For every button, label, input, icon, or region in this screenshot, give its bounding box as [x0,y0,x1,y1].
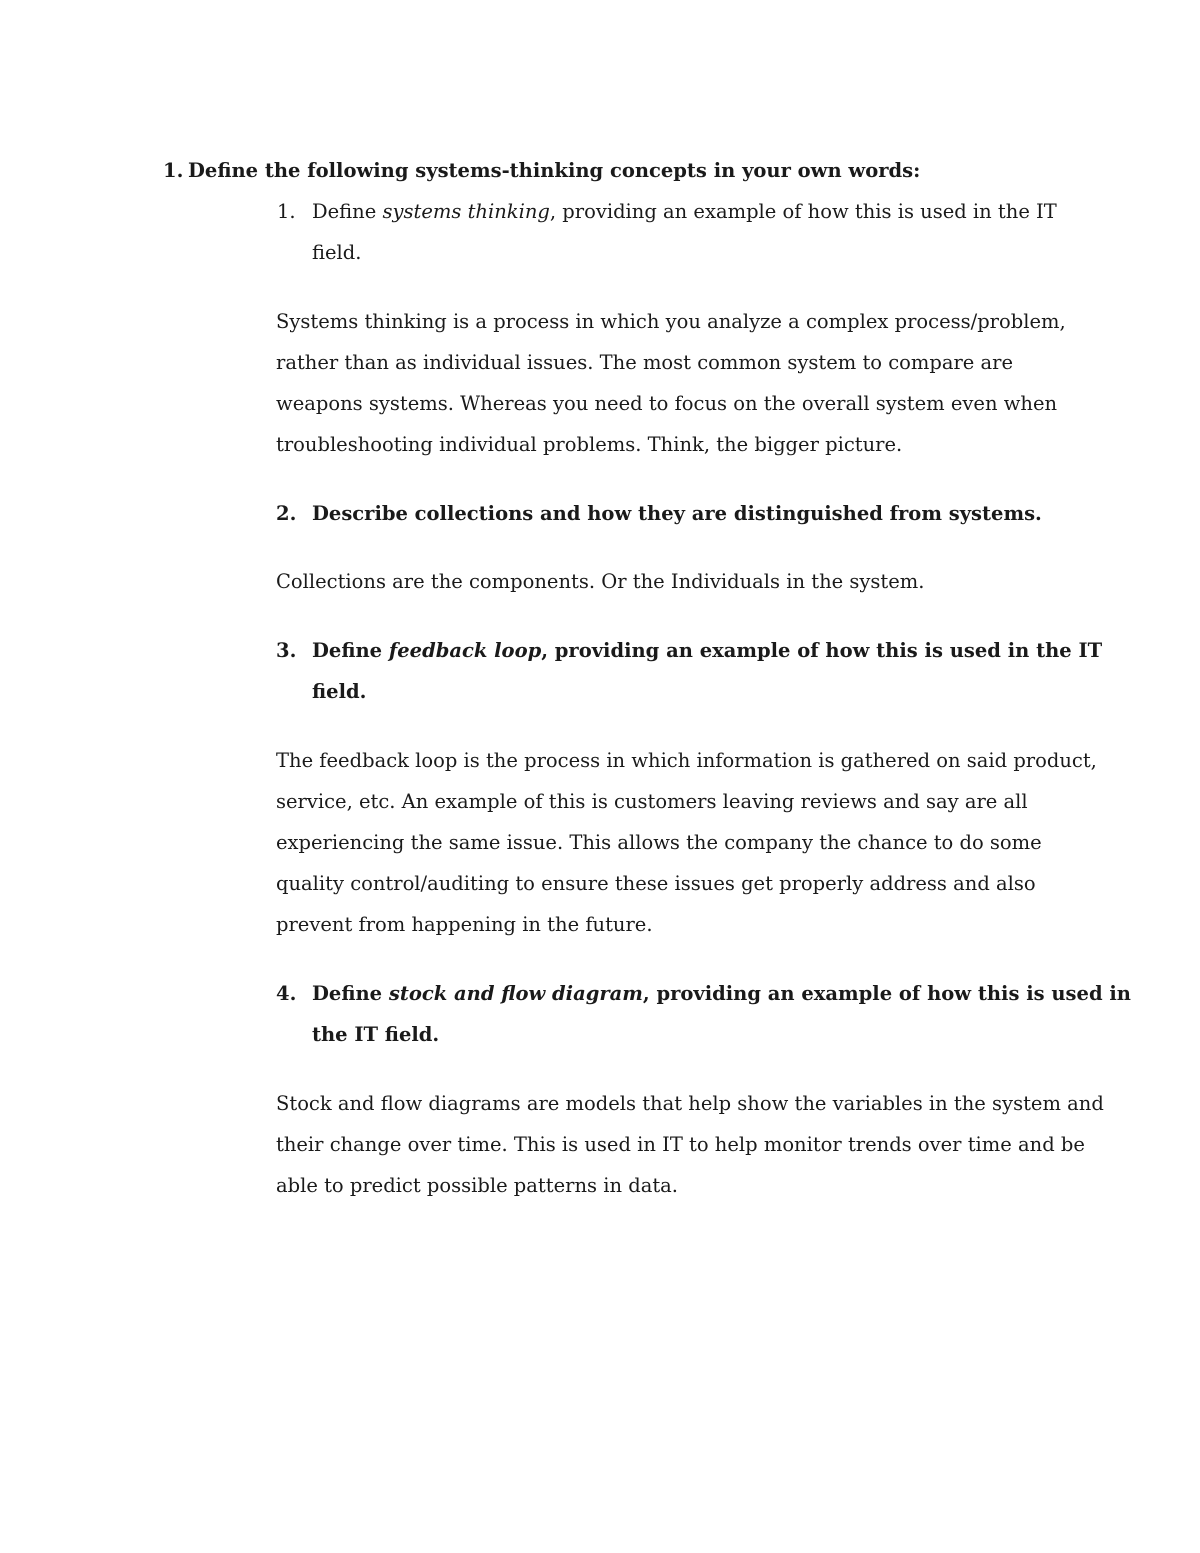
q2-number: 2. [276,502,297,525]
q4-number: 4. [276,982,297,1005]
q4-after: , providing an example of how this is used in [642,982,1131,1005]
q3-line2: field. [312,680,367,703]
q1-number: 1. [277,200,296,223]
a2-line-1: Collections are the components. Or the Individuals in the system. [276,570,925,593]
a1-line-4: troubleshooting individual problems. Think, the bigger picture. [276,433,903,456]
a1-line-2: rather than as individual issues. The most common system to compare are [276,351,1014,374]
q3-after: , providing an example of how this is used in the IT [541,639,1103,662]
a4-line-2: their change over time. This is used in IT to help monitor trends over time and be [276,1133,1085,1156]
a3-line-3: experiencing the same issue. This allows the company the chance to do some [276,831,1042,854]
a3-line-1: The feedback loop is the process in which information is gathered on said product, [276,749,1097,772]
q1-before: Define [312,200,383,223]
a3-line-4: quality control/auditing to ensure these issues get properly address and also [276,872,1036,895]
a4-line-3: able to predict possible patterns in data. [276,1174,678,1197]
q4-before: Define [312,982,389,1005]
q2-text: Describe collections and how they are distinguished from systems. [312,502,1042,525]
q1-term: systems thinking [382,200,550,223]
q3-before: Define [312,639,389,662]
q1-after: , providing an example of how this is used in the IT [549,200,1057,223]
q4-term: stock and flow diagram [388,982,643,1005]
q1-line2: field. [312,241,362,264]
q4-text [312,981,1131,1007]
q3-number: 3. [276,639,297,662]
a4-line-1: Stock and flow diagrams are models that help show the variables in the system and [276,1092,1104,1115]
q4-line2: the IT field. [312,1023,440,1046]
a1-line-1: Systems thinking is a process in which you analyze a complex process/problem, [276,310,1066,333]
heading-text: Define the following systems-thinking concepts in your own words: [188,159,921,182]
q3-text [312,638,1102,664]
a1-line-3: weapons systems. Whereas you need to focus on the overall system even when [276,392,1058,415]
q3-term: feedback loop [388,639,542,662]
a3-line-5: prevent from happening in the future. [276,913,653,936]
a3-line-2: service, etc. An example of this is customers leaving reviews and say are all [276,790,1028,813]
q1-text [312,199,1057,225]
heading-number: 1. [163,159,184,182]
